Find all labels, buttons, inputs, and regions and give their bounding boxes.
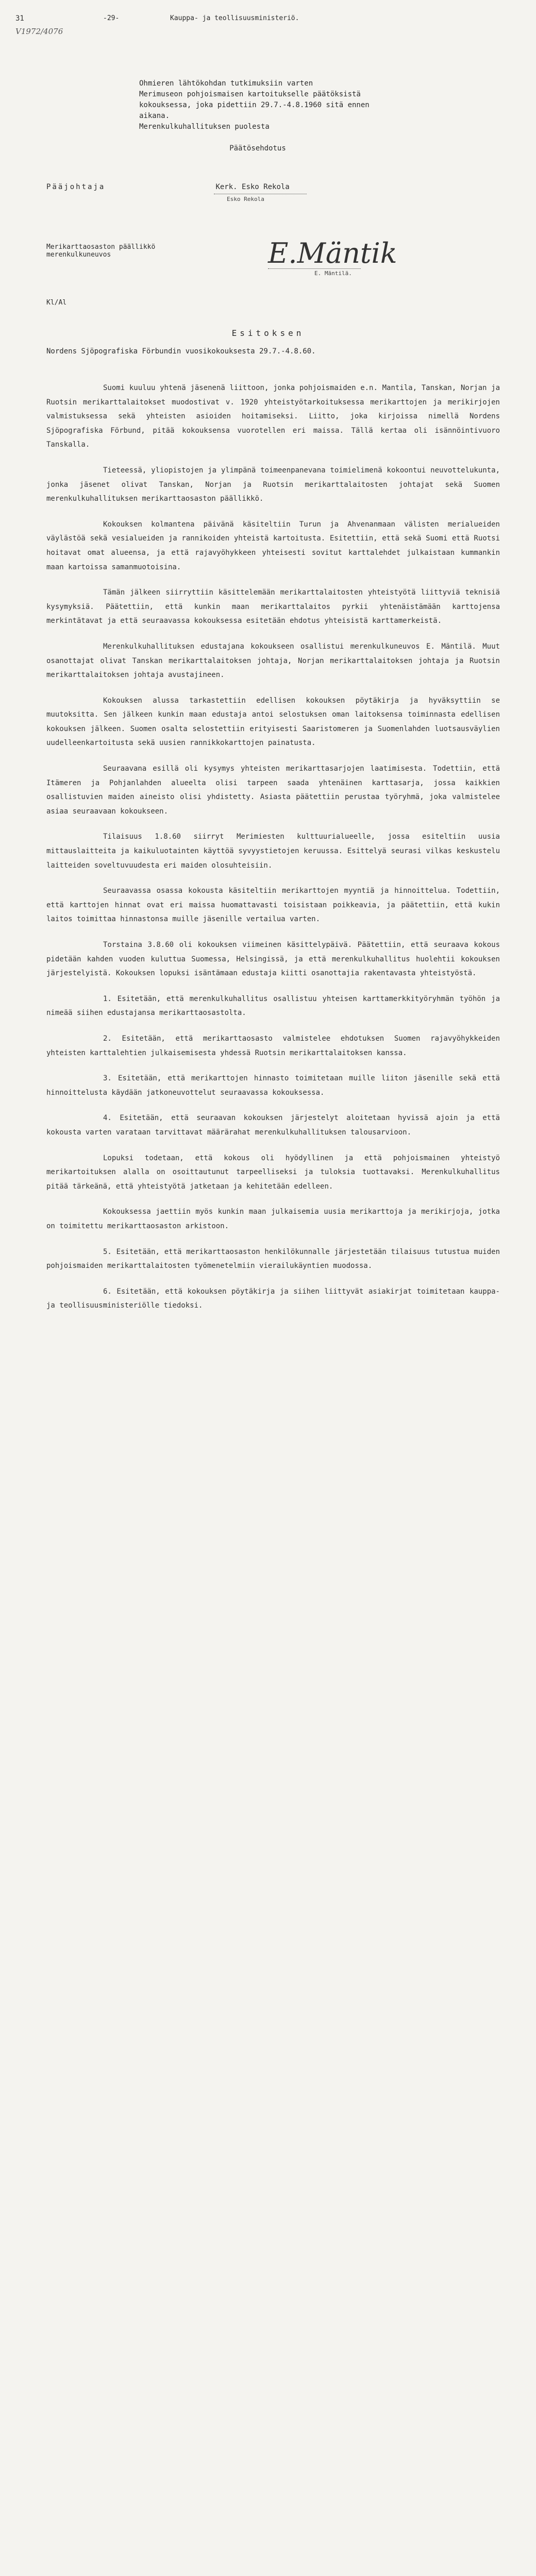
body-paragraph: 5. Esitetään, että merikarttaosaston henkilökunnalle järjestetään tilaisuus tutustua muiden pohjoismaiden merikarttalaitosten työmenetelmiin vierailukäyntien muodossa. — [46, 1247, 500, 1270]
intro-line: aikana. — [139, 112, 170, 120]
body-paragraph: Lopuksi todetaan, että kokous oli hyödyllinen ja että pohjoismainen yhteistyö merikartoituksen alalla on osoittautunut tarpeelliseksi ja tuloksia tuottavaksi. Merenkulkuhallitus pitää tärkeänä, että yhteistyötä jatketaan ja kehitetään edelleen. — [46, 1154, 500, 1191]
body-paragraph: 2. Esitetään, että merikarttaosasto valmistelee ehdotuksen Suomen rajavyöhykkeiden yhteisten karttalehtien julkaisemisesta yhdessä Ruotsin merikarttalaitoksen kanssa. — [46, 1034, 500, 1057]
page-number: 31 — [15, 14, 24, 23]
body-paragraph: Tilaisuus 1.8.60 siirryt Merimiesten kulttuurialueelle, jossa esiteltiin uusia mittauslaitteita ja kaikuluotainten käyttöä syvyystietojen keruussa. Esittelyä seurasi vilkas keskustelu laitteiden soveltuvuudesta eri maiden olosuhteisiin. — [46, 833, 500, 870]
header-ministry: Kauppa- ja teollisuusministeriö. — [170, 14, 299, 22]
body-paragraph: Merenkulkuhallituksen edustajana kokoukseen osallistui merenkulkuneuvos E. Mäntilä. Muut osanottajat olivat Tanskan merikarttalaitoksen johtaja, Norjan merikarttalaitoksen johtaja ja Ruotsin merikarttalaitoksen johtaja avustajineen. — [46, 642, 500, 680]
body-paragraph: Kokouksessa jaettiin myös kunkin maan julkaisemia uusia merikarttoja ja merikirjoja, jotka on toimitettu merikarttaosaston arkistoon. — [46, 1208, 500, 1230]
chair-name: Kerk. Esko Rekola — [215, 183, 290, 191]
document-title: Esitoksen — [231, 328, 305, 338]
body-paragraph: Tämän jälkeen siirryttiin käsittelemään merikarttalaitosten yhteistyötä liittyviä teknisiä kysymyksiä. Päätettiin, että kunkin maan merikarttalaitos pyrkii yhtenäistämään karttojensa merkintätavat ja että seuraavassa kokouksessa esitetään ehdotus yhteisistä karttamerkeistä. — [46, 588, 500, 625]
body-paragraph: 3. Esitetään, että merikarttojen hinnasto toimitetaan muille liiton jäsenille sekä että hinnoittelusta käydään jatkoneuvottelut seuraavassa kokouksessa. — [46, 1074, 500, 1097]
secretary-label-2: merenkulkuneuvos — [46, 251, 111, 259]
body-paragraph: Torstaina 3.8.60 oli kokouksen viimeinen käsittelypäivä. Päätettiin, että seuraava kokous pidetään kahden vuoden kuluttua Suomessa, Helsingissä, ja että merenkulkuhallitus huolehtii kokouksen järjestelyistä. Kokouksen lopuksi isäntämaan edustaja kiitti osanottajia rakentavasta yhteistyöstä. — [46, 941, 500, 978]
body-paragraph: 1. Esitetään, että merenkulkuhallitus osallistuu yhteisen karttamerkkityöryhmän työhön ja nimeää siihen edustajansa merikarttaosastolta. — [46, 994, 500, 1018]
body-paragraph: 4. Esitetään, että seuraavan kokouksen järjestelyt aloitetaan hyvissä ajoin ja että kokousta varten varataan tarvittavat määrärahat merenkulkuhallituksen talousarvioon. — [46, 1114, 500, 1137]
secretary-signature-line — [268, 268, 361, 269]
intro-line: Merenkulkuhallituksen puolesta — [139, 123, 270, 131]
chair-signature-line — [214, 193, 307, 194]
body-paragraph: Suomi kuuluu yhtenä jäsenenä liittoon, jonka pohjoismaiden e.n. Mantila, Tanskan, Norjan ja Ruotsin merikarttalaitokset muodostivat v. 1920 yhteistyötarkoituksessa merikarttojen ja merikirjojen valmistuksessa sekä yhteisten asioiden hoitamiseksi. Liitto, joka kirjoissa nimellä Nordens Sjöpografiska Förbund, pitää kokouksensa vuorotellen eri maissa. Tällä kertaa oli isännöintivuoro Tanskalla. — [46, 384, 500, 449]
reference-code: Kl/Al — [46, 299, 67, 307]
intro-line: kokouksessa, joka pidettiin 29.7.-4.8.1960 sitä ennen — [139, 101, 370, 109]
secretary-row — [46, 243, 155, 259]
secretary-label-1: Merikarttaosaston päällikkö — [46, 243, 156, 251]
intro-line: Merimuseon pohjoismaisen kartoitukselle päätöksistä — [139, 90, 361, 98]
chair-title: Esko Rekola — [227, 196, 264, 202]
document-body — [46, 381, 500, 2576]
intro-block — [139, 78, 428, 154]
body-paragraph: Tieteessä, yliopistojen ja ylimpänä toimeenpanevana toimielimenä kokoontui neuvottelukunta, jonka jäsenet olivat Tanskan, Norjan ja Ruotsin merikarttalaitosten johtajat sekä Suomen merenkulkuhallituksen merikarttaosaston päällikkö. — [46, 466, 500, 503]
chair-label: Pääjohtaja — [46, 183, 106, 191]
chair-row — [46, 183, 329, 191]
handwritten-reference: V1972/4076 — [15, 27, 63, 36]
document-subject: Nordens Sjöpografiska Förbundin vuosikokouksesta 29.7.-4.8.60. — [46, 347, 316, 355]
handwritten-signature: E.Mäntik — [268, 237, 397, 269]
header-code: -29- — [103, 14, 120, 22]
intro-line: Ohmieren lähtökohdan tutkimuksiin varten — [139, 79, 313, 88]
body-paragraph: Seuraavana esillä oli kysymys yhteisten merikarttasarjojen laatimisesta. Todettiin, että Itämeren ja Pohjanlahden alueelta olisi tarpeen saada yhtenäinen karttasarja, jossa kaikkien osallistuvien maiden aineisto olisi yhdistetty. Asiasta päätettiin perustaa työryhmä, joka valmistelee asiaa seuraavaan kokoukseen. — [46, 765, 500, 816]
body-paragraph: Kokouksen alussa tarkastettiin edellisen kokouksen pöytäkirja ja hyväksyttiin se muutoksitta. Sen jälkeen kunkin maan edustaja antoi selostuksen oman laitoksensa toiminnasta edellisen kokouksen jälkeen. Suomen osalta selostettiin erityisesti Saaristomeren ja Suomenlahden luotsausväylien uudelleenkartoitusta sekä uusien rannikkokarttojen painatusta. — [46, 696, 500, 748]
body-paragraph: Kokouksen kolmantena päivänä käsiteltiin Turun ja Ahvenanmaan välisten merialueiden väylästöä sekä vesialueiden ja rannikoiden yhteistä kartoitusta. Esitettiin, että sekä Suomi että Ruotsi hoitavat omat alueensa, ja että rajavyöhykkeen yhteisesti sovitut karttalehdet julkaistaan kummankin maan kartoissa samanmuotoisina. — [46, 520, 500, 571]
body-paragraph: Seuraavassa osassa kokousta käsiteltiin merikarttojen myyntiä ja hinnoittelua. Todettiin, että karttojen hinnat ovat eri maissa huomattavasti toisistaan poikkeavia, ja päätettiin, että kukin laitos toimittaa hinnastonsa muille jäsenille vertailua varten. — [46, 887, 500, 924]
secretary-title: E. Mäntilä. — [314, 270, 352, 277]
body-paragraph: 6. Esitetään, että kokouksen pöytäkirja ja siihen liittyvät asiakirjat toimitetaan kauppa- ja teollisuusministeriölle tiedoksi. — [46, 1287, 500, 1310]
intro-line: Päätösehdotus — [229, 144, 286, 152]
